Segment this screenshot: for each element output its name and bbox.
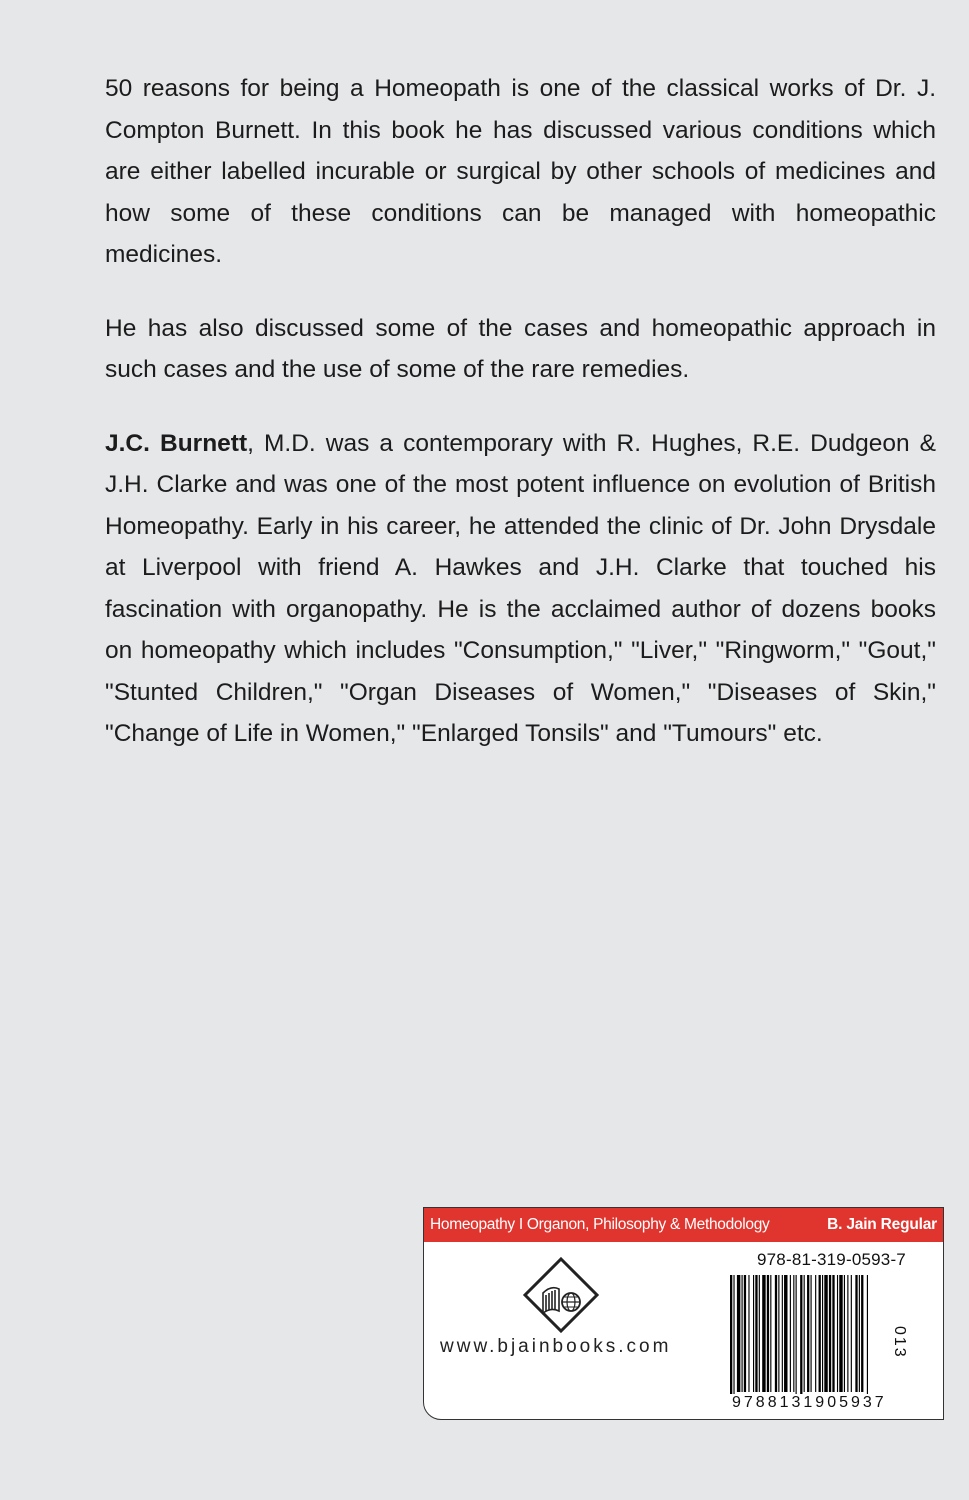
barcode-bar bbox=[844, 1275, 845, 1392]
barcode-bar bbox=[811, 1275, 812, 1392]
barcode-bar bbox=[748, 1275, 749, 1392]
barcode-bar bbox=[770, 1275, 771, 1392]
barcode-bar bbox=[861, 1275, 863, 1392]
barcode-bar bbox=[759, 1275, 760, 1392]
category-bar bbox=[424, 1208, 943, 1242]
barcode-bar bbox=[782, 1275, 783, 1392]
barcode-bar bbox=[855, 1275, 857, 1392]
isbn-number: 978-81-319-0593-7 bbox=[757, 1250, 906, 1269]
barcode-bar bbox=[753, 1275, 754, 1392]
barcode-bar bbox=[730, 1275, 732, 1400]
barcode-bar bbox=[867, 1275, 868, 1400]
barcode-bar bbox=[778, 1275, 779, 1392]
barcode-bar bbox=[796, 1275, 797, 1400]
isbn-barcode bbox=[728, 1275, 910, 1400]
barcode-bar bbox=[859, 1275, 860, 1392]
barcode-bar bbox=[755, 1275, 757, 1392]
publisher-website: www.bjainbooks.com bbox=[440, 1336, 672, 1357]
barcode-digits: 9788131905937 bbox=[732, 1394, 887, 1411]
author-bio-paragraph bbox=[105, 423, 936, 755]
author-bio-text: , M.D. was a contemporary with R. Hughes, R.E. Dudgeon & J.H. Clarke and was one of the most potent influence on evolution of British Homeopathy. Early in his career, he attended the clinic of Dr. John Drysdale at Liverpool with friend A. Hawkes and J.H. Clarke that touched his fascination with organopathy. He is the acclaimed author of dozens books on homeopathy which includes "Consumption," "Liver," "Ringworm," "Gout," "Stunted Children," "Organ Diseases of Women," "Diseases of Skin," "Change of Life in Women," "Enlarged Tonsils" and "Tumours" etc. bbox=[105, 429, 936, 747]
barcode-bar bbox=[762, 1275, 765, 1392]
barcode-bar bbox=[790, 1275, 791, 1392]
barcode-bar bbox=[744, 1275, 746, 1392]
barcode-bar bbox=[800, 1275, 802, 1400]
description-paragraph-2: He has also discussed some of the cases and homeopathic approach in such cases and the use of some of the rare remedies. bbox=[105, 314, 936, 383]
series-label: B. Jain Regular bbox=[827, 1216, 937, 1233]
barcode-bar bbox=[815, 1275, 816, 1392]
publisher-box bbox=[423, 1207, 944, 1420]
barcode-bar bbox=[804, 1275, 805, 1392]
barcode-bar bbox=[832, 1275, 834, 1392]
barcode-bar bbox=[807, 1275, 809, 1392]
barcode-bar bbox=[822, 1275, 823, 1392]
barcode-bar bbox=[737, 1275, 740, 1392]
bjain-book-globe-logo-icon bbox=[521, 1255, 601, 1335]
back-cover-text bbox=[105, 68, 936, 787]
barcode-side-code: 013 bbox=[891, 1326, 908, 1359]
barcode-bar bbox=[784, 1275, 787, 1392]
barcode-bar bbox=[767, 1275, 769, 1392]
author-name: J.C. Burnett bbox=[105, 429, 248, 457]
barcode-bar bbox=[851, 1275, 852, 1392]
barcode-bar bbox=[847, 1275, 848, 1392]
barcode-bar bbox=[837, 1275, 838, 1392]
barcode-bar bbox=[819, 1275, 821, 1392]
barcode-bar bbox=[742, 1275, 743, 1392]
barcode-bar bbox=[793, 1275, 794, 1392]
barcode-bar bbox=[824, 1275, 827, 1392]
barcode-bar bbox=[733, 1275, 734, 1400]
barcode-bar bbox=[839, 1275, 842, 1392]
barcode-bar bbox=[775, 1275, 777, 1392]
barcode-bar bbox=[829, 1275, 831, 1392]
description-paragraph: 50 reasons for being a Homeopath is one of the classical works of Dr. J. Compton Burnett. In this book he has discussed various conditions which are either labelled incurable or surgical by other schools of medicines and how some of these conditions can be managed with homeopathic medicines. bbox=[105, 75, 936, 268]
category-label: Homeopathy I Organon, Philosophy & Methodology bbox=[430, 1216, 770, 1233]
